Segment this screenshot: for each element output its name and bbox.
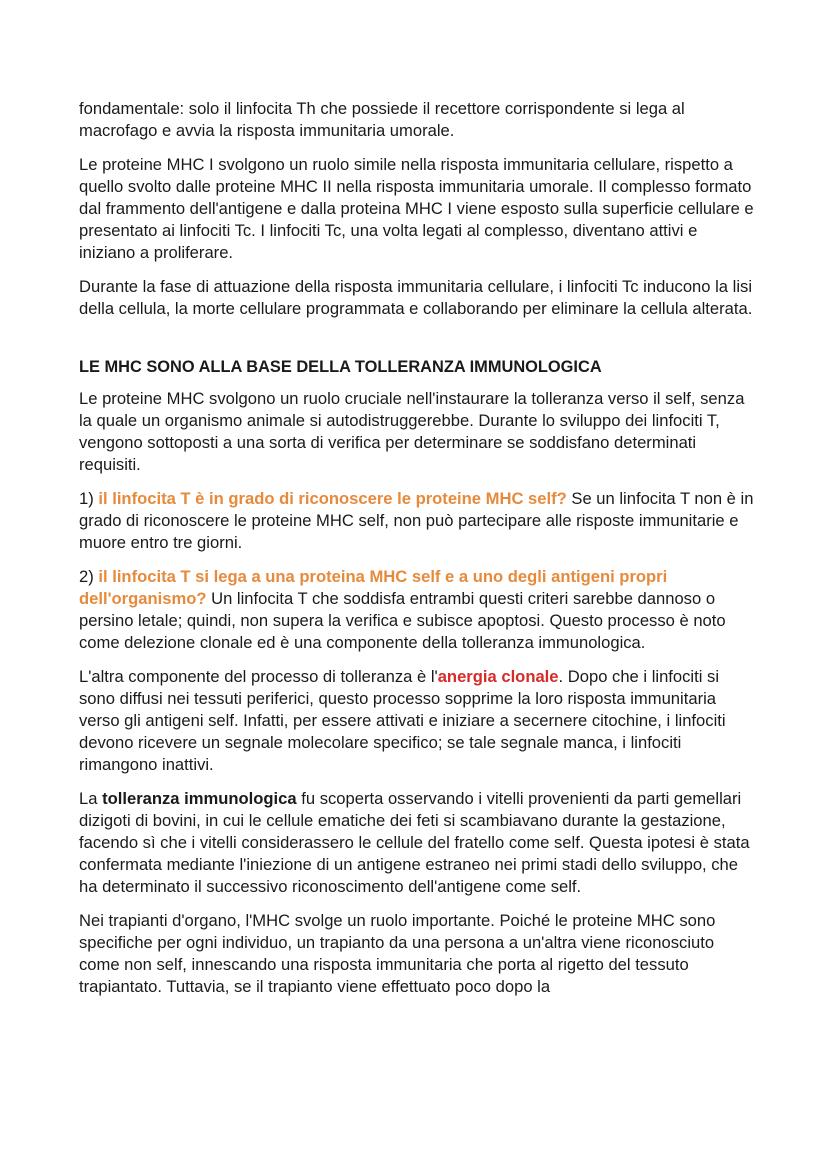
paragraph-trapianti: Nei trapianti d'organo, l'MHC svolge un ruolo importante. Poiché le proteine MHC sono specifiche per ogni individuo, un trapianto da una persona a un'altra viene riconosciuto come non self, innescando una risposta immunitaria che porta al rigetto del tessuto trapiantato. Tuttavia, se il trapianto viene effettuato poco dopo la <box>79 911 716 996</box>
question-1-text: Se un linfocita T non è in grado di riconoscere le proteine MHC self, non può partecipare alle risposte immunitarie e muore entro tre giorni. <box>79 489 754 552</box>
paragraph-tolleranza-scoperta <box>79 788 758 898</box>
paragraph-macrofago: fondamentale: solo il linfocita Th che possiede il recettore corrispondente si lega al macrofago e avvia la risposta immunitaria umorale. <box>79 99 685 140</box>
question-2-text: Un linfocita T che soddisfa entrambi questi criteri sarebbe dannoso o persino letale; quindi, non supera la verifica e subisce apoptosi. Questo processo è noto come delezione clonale ed è una componente della tolleranza immunologica. <box>79 589 726 652</box>
anergia-term: anergia clonale <box>437 667 559 686</box>
question-2-highlight: il linfocita T si lega a una proteina MHC self e a uno degli antigeni propri dell'organismo? <box>79 567 668 608</box>
question-1-number: 1) <box>79 489 99 508</box>
section-heading: LE MHC SONO ALLA BASE DELLA TOLLERANZA IMMUNOLOGICA <box>79 358 602 376</box>
question-1 <box>79 488 758 554</box>
paragraph-attuazione: Durante la fase di attuazione della risposta immunitaria cellulare, i linfociti Tc inducono la lisi della cellula, la morte cellulare programmata e collaborando per eliminare la cellula alterata. <box>79 277 753 318</box>
question-2-number: 2) <box>79 567 99 586</box>
paragraph-mhc-i: Le proteine MHC I svolgono un ruolo simile nella risposta immunitaria cellulare, rispetto a quello svolto dalle proteine MHC II nella risposta immunitaria umorale. Il complesso formato dal frammento dell'antigene e dalla proteina MHC I viene esposto sulla superficie cellulare e presentato ai linfociti Tc. I linfociti Tc, una volta legati al complesso, diventano attivi e iniziano a proliferare. <box>79 155 754 262</box>
anergia-post: . Dopo che i linfociti si sono diffusi nei tessuti periferici, questo processo sopprime la loro risposta immunitaria verso gli antigeni self. Infatti, per essere attivati e iniziare a secernere citochine, i linfociti devono ricevere un segnale molecolare specifico; se tale segnale manca, i linfociti rimangono inattivi. <box>79 667 726 774</box>
tolleranza-post: fu scoperta osservando i vitelli provenienti da parti gemellari dizigoti di bovini, in cui le cellule ematiche dei feti si scambiavano durante la gestazione, facendo sì che i vitelli considerassero le cellule del fratello come self. Questa ipotesi è stata confermata mediante l'iniezione di un antigene estraneo nei primi stadi dello sviluppo, che ha determinato il successivo riconoscimento dell'antigene come self. <box>79 789 750 896</box>
anergia-pre: L'altra componente del processo di tolleranza è l' <box>79 667 438 686</box>
question-2 <box>79 566 758 654</box>
question-1-highlight: il linfocita T è in grado di riconoscere le proteine MHC self? <box>98 489 567 508</box>
tolleranza-term: tolleranza immunologica <box>102 789 297 808</box>
paragraph-anergia <box>79 666 758 776</box>
tolleranza-pre: La <box>79 789 103 808</box>
paragraph-tolleranza-intro: Le proteine MHC svolgono un ruolo cruciale nell'instaurare la tolleranza verso il self, senza la quale un organismo animale si autodistruggerebbe. Durante lo sviluppo dei linfociti T, vengono sottoposti a una sorta di verifica per determinare se soddisfano determinati requisiti. <box>79 389 745 474</box>
